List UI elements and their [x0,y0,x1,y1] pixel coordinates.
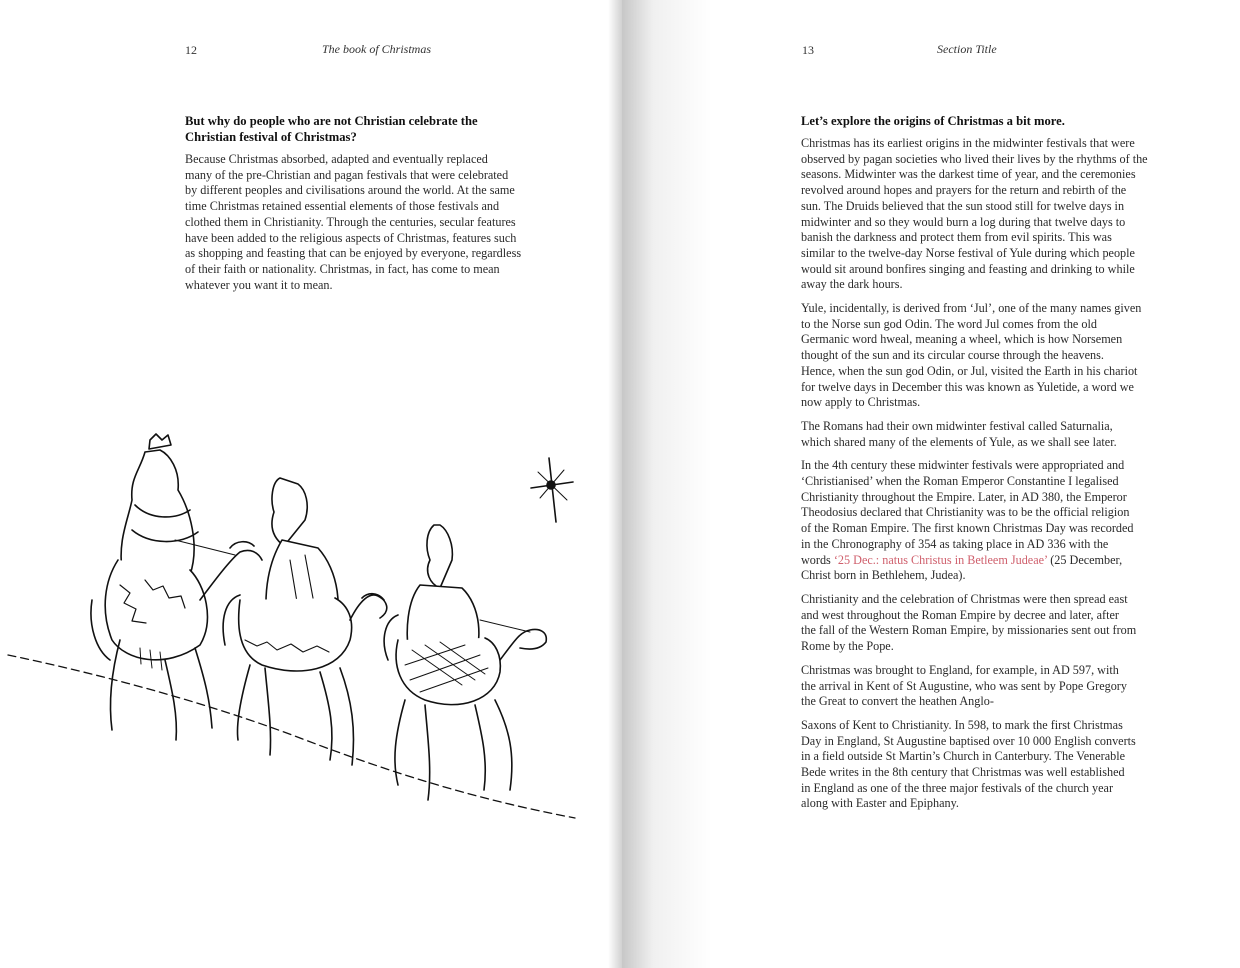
text-line: the Great to convert the heathen Anglo- [801,694,994,709]
text-line: Christianity throughout the Empire. Later, in AD 380, the Emperor [801,489,1127,504]
paragraph [801,301,1193,411]
text-line: Day in England, St Augustine baptised over 10 000 English converts [801,733,1136,748]
text-line: midwinter and so they would burn a log during that twelve days to [801,214,1126,229]
section-heading: Let’s explore the origins of Christmas a bit more. [801,114,1065,128]
text-line: which shared many of the elements of Yule, as we shall see later. [801,434,1117,449]
text-line: Christmas was brought to England, for example, in AD 597, with [801,662,1119,677]
page-number: 13 [802,43,814,57]
text-line: time Christmas retained essential elements of those festivals and [185,199,500,214]
text-line: the arrival in Kent of St Augustine, who was sent by Pope Gregory [801,678,1127,693]
page-gutter-shadow [608,0,622,968]
text-line: along with Easter and Epiphany. [801,796,959,811]
page-number: 12 [185,43,197,57]
text-line: similar to the twelve-day Norse festival of Yule during which people [801,245,1135,260]
text-line: for twelve days in December this was known as Yuletide, a word we [801,379,1134,394]
text-line: by different peoples and civilisations around the world. At the same [185,183,515,198]
text-run: words [801,552,834,567]
text-line: Rome by the Pope. [801,639,894,654]
text-line: observed by pagan societies who lived their lives by the rhythms of the [801,151,1148,166]
paragraph [801,663,1193,710]
wise-men-illustration [0,425,600,825]
paragraph [801,718,1193,812]
text-line: Hence, when the sun god Odin, or Jul, visited the Earth in his chariot [801,363,1138,378]
camel-rider-two [223,478,387,765]
camel-rider-three [384,525,546,800]
running-head: The book of Christmas [322,42,432,56]
text-line: sun. The Druids believed that the sun stood still for twelve days in [801,198,1125,213]
heading-line: Christian festival of Christmas? [185,130,357,144]
text-line: many of the pre-Christian and pagan festivals that were celebrated [185,167,509,182]
text-line: in a field outside St Martin’s Church in Canterbury. The Venerable [801,749,1126,764]
text-line: Saxons of Kent to Christianity. In 598, to mark the first Christmas [801,717,1123,732]
text-line: Christ born in Bethlehem, Judea). [801,568,966,583]
paragraph [801,136,1193,293]
camel-rider-one [91,434,262,740]
text-line: Theodosius declared that Christianity was to be the official religion [801,505,1130,520]
text-line: banish the darkness and protect them from evil spirits. This was [801,230,1112,245]
text-line: in England as one of the three major festivals of the church year [801,780,1114,795]
text-line [801,553,1122,567]
text-line: thought of the sun and its circular course through the heavens. [801,348,1104,363]
text-line: revolved around hopes and prayers for the return and rebirth of the [801,183,1127,198]
paragraph [801,458,1193,584]
text-line: In the 4th century these midwinter festivals were appropriated and [801,458,1125,473]
text-line: Christmas has its earliest origins in the midwinter festivals that were [801,136,1135,150]
text-line: in the Chronography of 354 as taking place in AD 336 with the [801,536,1109,551]
text-line: clothed them in Christianity. Through the centuries, secular features [185,214,516,229]
text-line: Yule, incidentally, is derived from ‘Jul’, one of the many names given [801,301,1142,316]
text-line: and west throughout the Roman Empire by decree and later, after [801,607,1119,622]
text-line: whatever you want it to mean. [185,277,333,292]
heading-line: But why do people who are not Christian celebrate the [185,114,478,128]
text-line: now apply to Christmas. [801,395,921,410]
text-line: The Romans had their own midwinter festival called Saturnalia, [801,418,1113,433]
body-text [801,136,1193,812]
page-gutter-shadow [622,0,712,968]
right-page [622,0,1240,968]
text-line: Bede writes in the 8th century that Christmas was well established [801,765,1125,780]
latin-quote: ‘25 Dec.: natus Christus in Betleem Judeae’ [833,552,1048,567]
text-line: as shopping and feasting that can be enjoyed by everyone, regardless [185,246,522,261]
paragraph [801,592,1193,655]
paragraph [185,152,565,293]
text-line: would sit around bonfires singing and feasting and drinking to while [801,261,1135,276]
text-line: Germanic word hweal, meaning a wheel, which is how Norsemen [801,332,1123,347]
text-line: have been added to the religious aspects of Christmas, features such [185,230,517,245]
paragraph [801,419,1193,450]
text-line: away the dark hours. [801,277,903,292]
text-line: Christianity and the celebration of Christmas were then spread east [801,591,1128,606]
text-line: the fall of the Western Roman Empire, by missionaries sent out from [801,623,1137,638]
text-line: of their faith or nationality. Christmas, in fact, has come to mean [185,261,500,276]
text-run: (25 December, [1047,552,1123,567]
text-line: ‘Christianised’ when the Roman Emperor Constantine I legalised [801,474,1119,489]
text-line: Because Christmas absorbed, adapted and eventually replaced [185,152,488,166]
text-line: to the Norse sun god Odin. The word Jul comes from the old [801,316,1097,331]
text-line: of the Roman Empire. The first known Christmas Day was recorded [801,521,1134,536]
text-line: seasons. Midwinter was the darkest time of year, and the ceremonies [801,167,1136,182]
body-text [185,152,565,293]
section-heading [185,113,575,145]
star-icon [531,458,573,522]
running-head: Section Title [937,42,997,56]
